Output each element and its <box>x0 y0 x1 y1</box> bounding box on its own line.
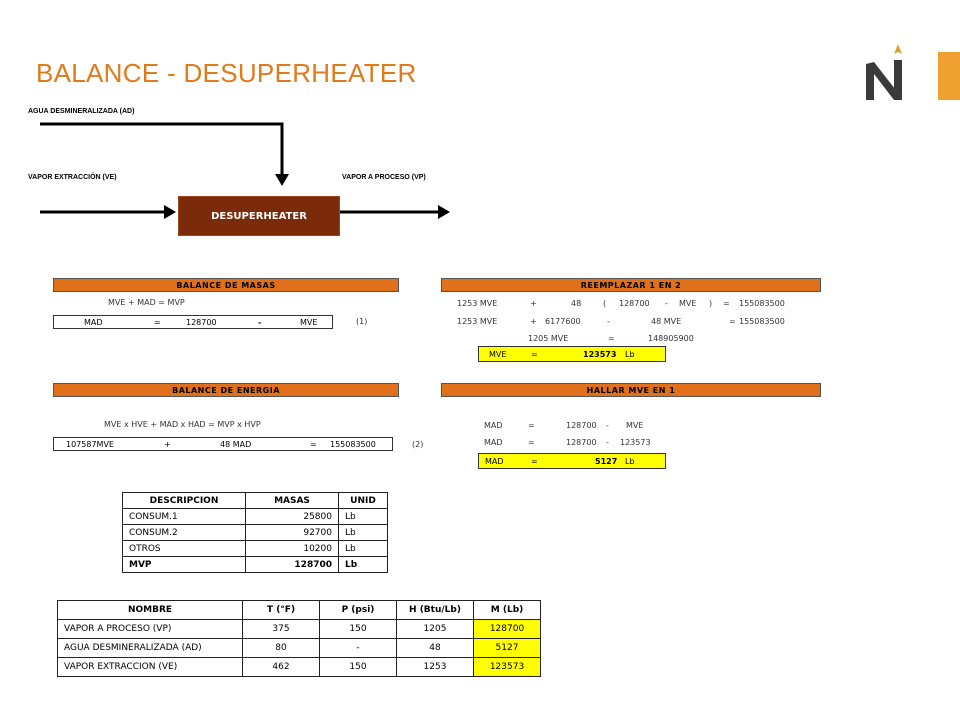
cell: 5127 <box>474 639 541 658</box>
term: 128700 <box>566 438 597 447</box>
page-title: BALANCE - DESUPERHEATER <box>36 58 417 88</box>
cell: CONSUM.1 <box>123 509 246 525</box>
cell: 128700 <box>246 557 339 573</box>
term: MVE <box>679 299 697 308</box>
table-row <box>123 541 388 557</box>
eq-term: 48 MAD <box>220 439 252 449</box>
cell: 375 <box>243 620 320 639</box>
col-header: P (psi) <box>320 601 397 620</box>
sign: ) <box>709 299 713 308</box>
cell: 10200 <box>246 541 339 557</box>
eq-term: 128700 <box>186 317 217 327</box>
sign: = <box>531 456 538 466</box>
term: 6177600 <box>545 317 581 326</box>
cell: Lb <box>339 557 388 573</box>
cell: AGUA DESMINERALIZADA (AD) <box>58 639 243 658</box>
sign: = <box>528 421 535 430</box>
sign: = <box>531 349 538 359</box>
cell: 92700 <box>246 525 339 541</box>
eq-term: 107587MVE <box>66 439 114 449</box>
sign: - <box>607 317 610 326</box>
reemplazar-header: REEMPLAZAR 1 EN 2 <box>441 278 821 292</box>
term: 48 MVE <box>651 317 682 326</box>
sign: + <box>530 317 537 326</box>
sign: = <box>729 317 736 326</box>
table-header-row <box>123 493 388 509</box>
balance-energia-equation: MVE x HVE + MAD x HAD = MVP x HVP <box>104 420 261 429</box>
cell: 462 <box>243 658 320 677</box>
term: 148905900 <box>648 334 694 343</box>
cell: 25800 <box>246 509 339 525</box>
cell: MVP <box>123 557 246 573</box>
table-total-row <box>123 557 388 573</box>
balance-energia-header: BALANCE DE ENERGIA <box>53 383 399 397</box>
eq-term: MAD <box>84 317 103 327</box>
balance-energia-box <box>53 437 393 451</box>
input-left-label: VAPOR EXTRACCIÓN (VE) <box>28 174 117 181</box>
term: 1205 MVE <box>528 334 569 343</box>
cell: Lb <box>339 525 388 541</box>
eq-sign: = <box>154 317 161 327</box>
col-header: DESCRIPCION <box>123 493 246 509</box>
cell: 48 <box>397 639 474 658</box>
term: MAD <box>485 456 504 466</box>
cell: - <box>320 639 397 658</box>
hallar-header: HALLAR MVE EN 1 <box>441 383 821 397</box>
eq-term: MVE <box>300 317 318 327</box>
table-row <box>123 509 388 525</box>
table-row <box>58 639 541 658</box>
cell: 1205 <box>397 620 474 639</box>
mve-result-box <box>478 346 666 362</box>
eq-sign: - <box>258 317 262 327</box>
term: MAD <box>484 421 503 430</box>
cell: Lb <box>339 541 388 557</box>
unit: Lb <box>625 349 635 359</box>
cell: 150 <box>320 658 397 677</box>
sign: + <box>530 299 537 308</box>
col-header: NOMBRE <box>58 601 243 620</box>
cell: 80 <box>243 639 320 658</box>
col-header: MASAS <box>246 493 339 509</box>
table-header-row <box>58 601 541 620</box>
desuperheater-box: DESUPERHEATER <box>178 196 340 236</box>
term: 48 <box>571 299 582 308</box>
term: 123573 <box>620 438 651 447</box>
output-right-label: VAPOR A PROCESO (VP) <box>342 174 426 181</box>
term: 123573 <box>583 349 617 359</box>
equation-tag-1: (1) <box>356 317 368 326</box>
term: MVE <box>489 349 507 359</box>
col-header: UNID <box>339 493 388 509</box>
sign: - <box>606 438 609 447</box>
balance-masas-equation: MVE + MAD = MVP <box>108 298 185 307</box>
col-header: M (Lb) <box>474 601 541 620</box>
sign: = <box>723 299 730 308</box>
cell: CONSUM.2 <box>123 525 246 541</box>
sign: = <box>608 334 615 343</box>
sign: ( <box>603 299 607 308</box>
term: 1253 MVE <box>457 317 498 326</box>
input-top-label: AGUA DESMINERALIZADA (AD) <box>28 108 135 115</box>
table-row <box>123 525 388 541</box>
term: MAD <box>484 438 503 447</box>
cell: OTROS <box>123 541 246 557</box>
flow-arrows <box>0 0 960 260</box>
cell: 1253 <box>397 658 474 677</box>
cell: VAPOR EXTRACCION (VE) <box>58 658 243 677</box>
term: 155083500 <box>739 299 785 308</box>
col-header: H (Btu/Lb) <box>397 601 474 620</box>
unit: Lb <box>625 456 635 466</box>
sign: = <box>528 438 535 447</box>
col-header: T (°F) <box>243 601 320 620</box>
eq-sign: = <box>310 439 317 449</box>
cell: 150 <box>320 620 397 639</box>
sign: - <box>665 299 668 308</box>
table-row <box>58 658 541 677</box>
eq-term: 155083500 <box>330 439 376 449</box>
eq-sign: + <box>164 439 171 449</box>
table-row <box>58 620 541 639</box>
term: 155083500 <box>739 317 785 326</box>
cell: 128700 <box>474 620 541 639</box>
properties-table <box>57 600 541 677</box>
term: MVE <box>626 421 644 430</box>
term: 128700 <box>619 299 650 308</box>
sign: - <box>606 421 609 430</box>
balance-masas-header: BALANCE DE MASAS <box>53 278 399 292</box>
cell: VAPOR A PROCESO (VP) <box>58 620 243 639</box>
term: 1253 MVE <box>457 299 498 308</box>
cell: Lb <box>339 509 388 525</box>
cell: 123573 <box>474 658 541 677</box>
masas-table <box>122 492 388 573</box>
mad-result-box <box>478 453 666 469</box>
equation-tag-2: (2) <box>412 440 424 449</box>
term: 128700 <box>566 421 597 430</box>
term: 5127 <box>595 456 618 466</box>
balance-masas-box <box>53 315 333 329</box>
